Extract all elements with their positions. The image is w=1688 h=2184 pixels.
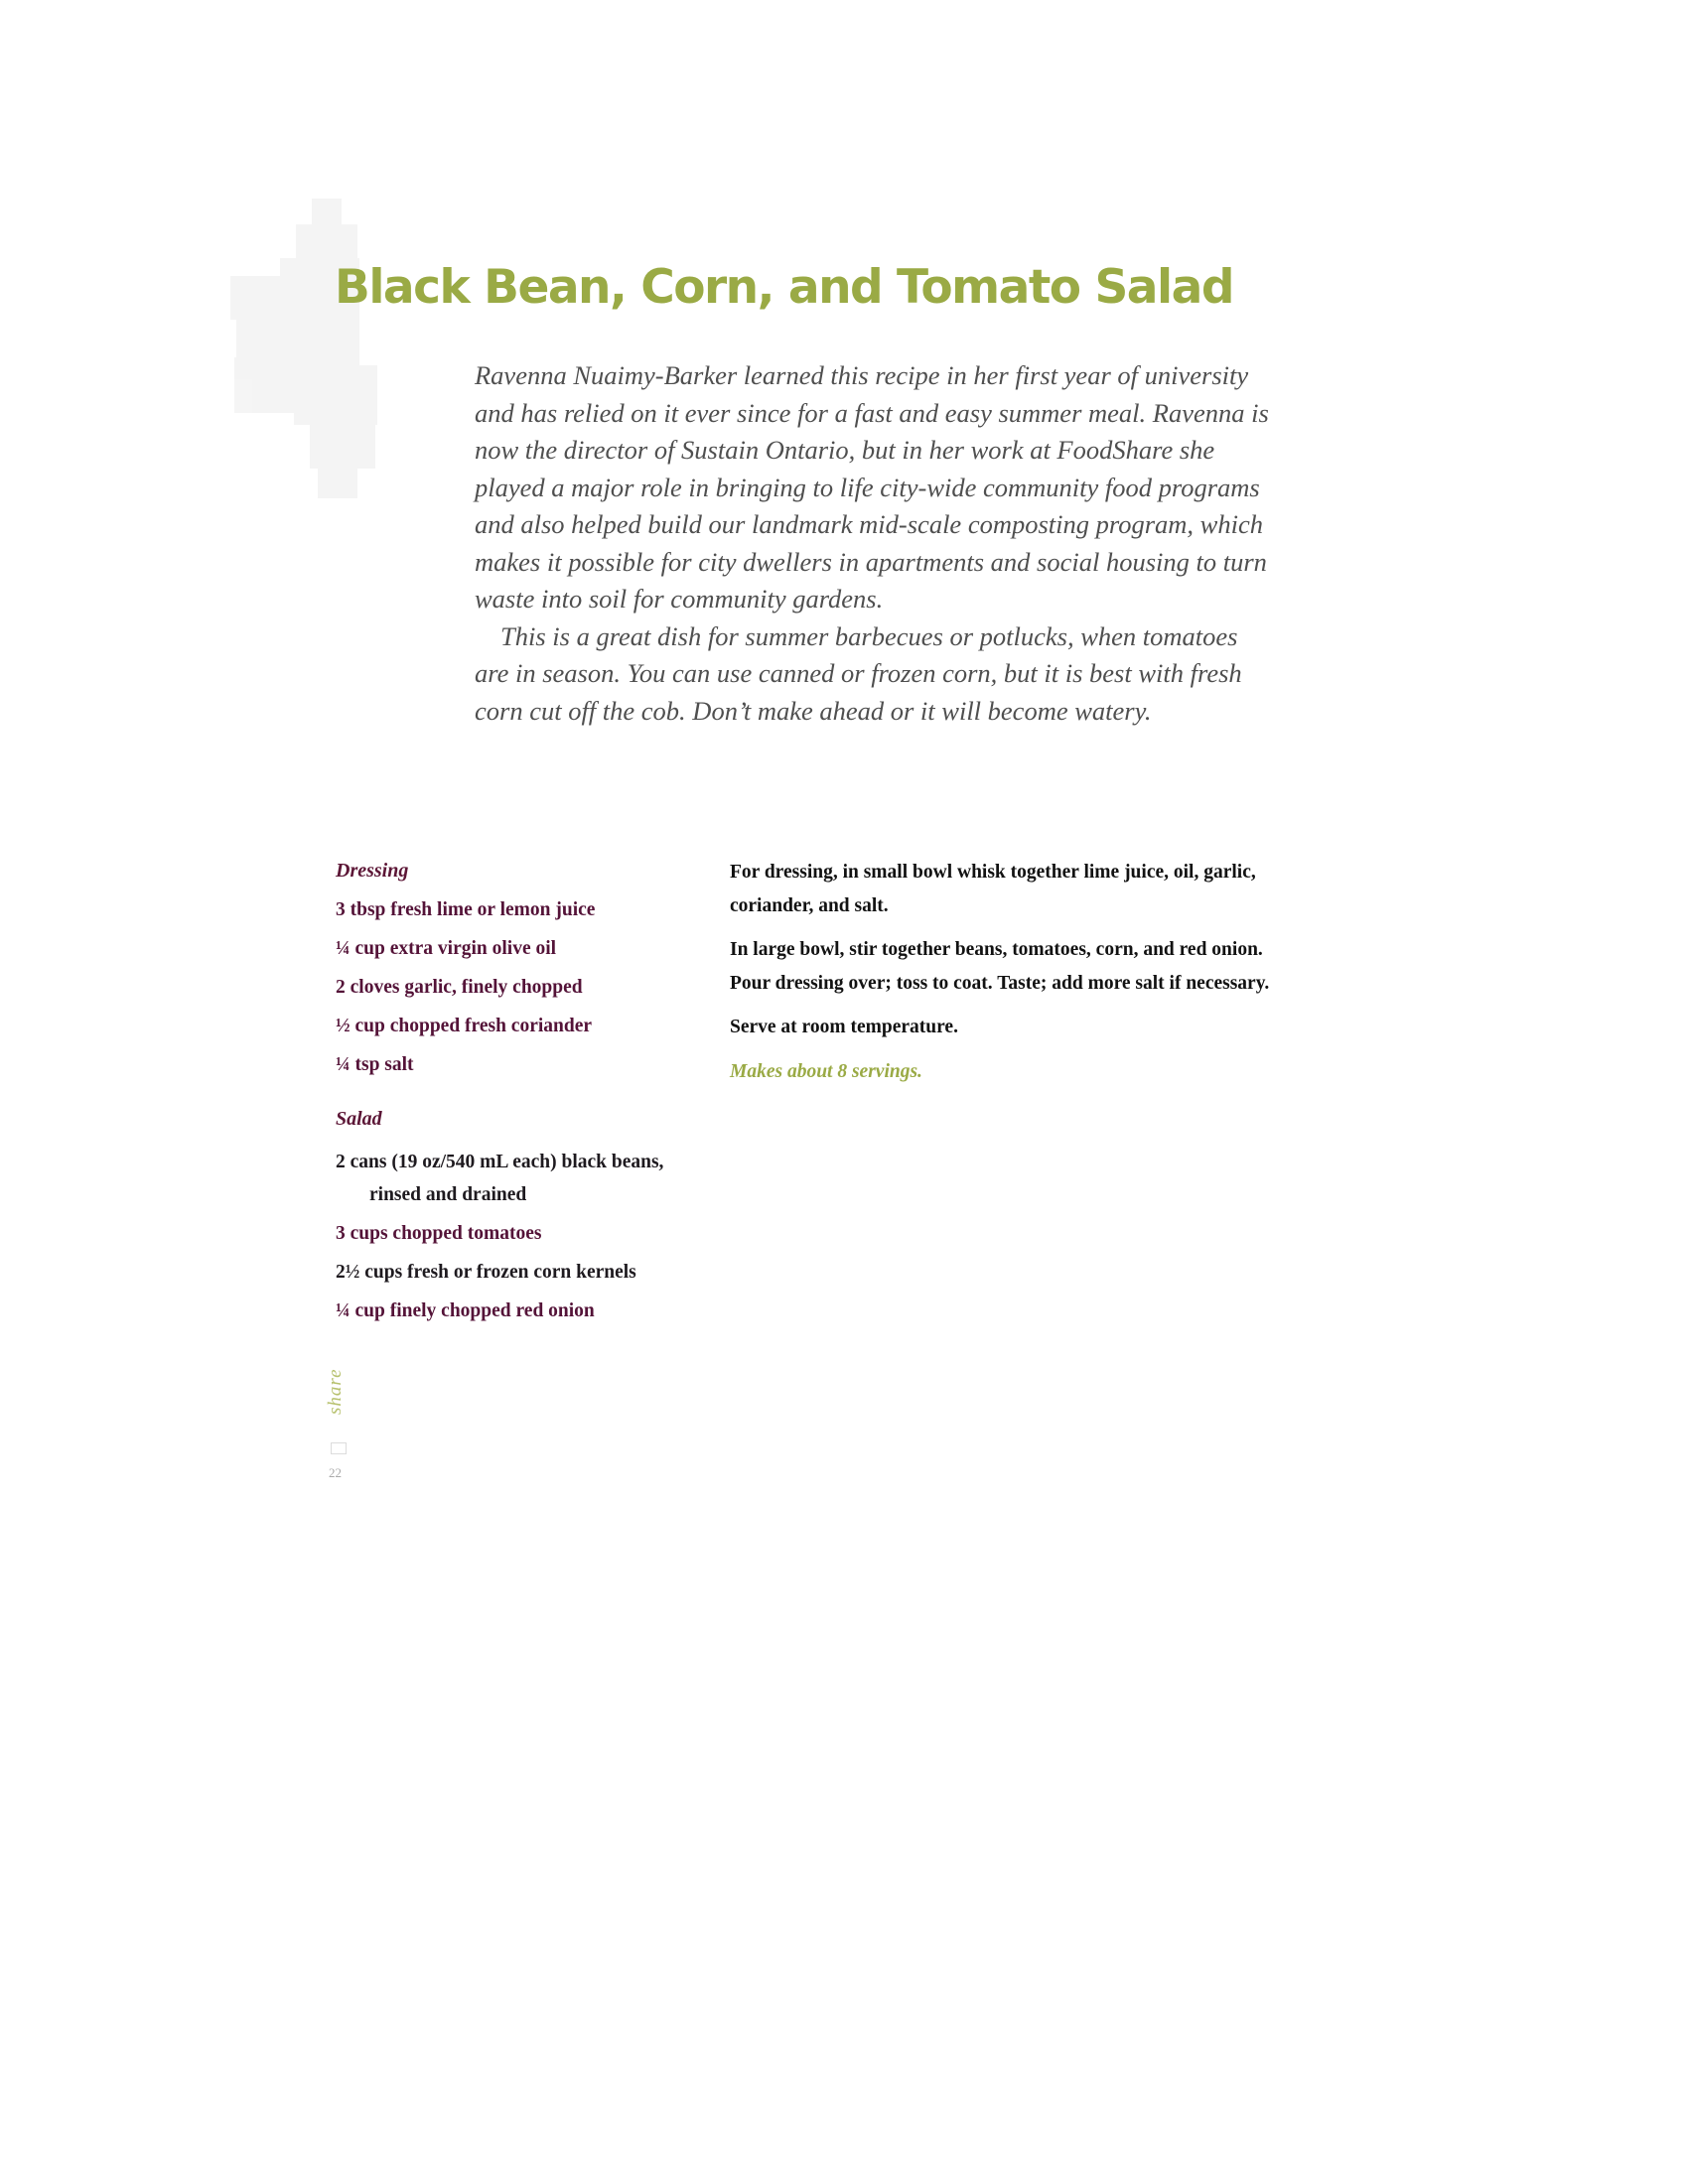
intro-paragraph: This is a great dish for summer barbecues or potlucks, when tomatoes are in season. You can use canned or frozen corn, but it is best with fresh corn cut off the cob. Don’t make ahead or it will become watery. (475, 620, 1242, 726)
ingredient-item (336, 1146, 713, 1211)
recipe-title: Black Bean, Corn, and Tomato Salad (335, 260, 1233, 315)
dressing-heading: Dressing (336, 860, 409, 882)
ingredient-line: 2 cans (19 oz/540 mL each) black beans, (336, 1152, 664, 1172)
sidebar-mark (331, 1442, 347, 1454)
ingredient-item: 2½ cups fresh or frozen corn kernels (336, 1262, 636, 1283)
method-step: In large bowl, stir together beans, tomatoes, corn, and red onion. Pour dressing over; toss to coat. Taste; add more salt if necessary. (730, 939, 1270, 994)
recipe-yield: Makes about 8 servings. (730, 1060, 922, 1082)
method-column (730, 856, 1286, 1099)
ingredient-item: ¼ cup finely chopped red onion (336, 1300, 595, 1321)
ingredient-item: 3 tbsp fresh lime or lemon juice (336, 899, 596, 920)
method-step: For dressing, in small bowl whisk together lime juice, oil, garlic, coriander, and salt. (730, 862, 1256, 916)
method-step: Serve at room temperature. (730, 1017, 958, 1037)
ingredient-item: 3 cups chopped tomatoes (336, 1223, 542, 1244)
ingredients-column (336, 856, 713, 1333)
ingredient-item: ¼ cup extra virgin olive oil (336, 938, 557, 959)
recipe-introduction (475, 357, 1269, 730)
ingredient-item: 2 cloves garlic, finely chopped (336, 977, 583, 998)
page-number: 22 (329, 1465, 342, 1480)
salad-heading: Salad (336, 1108, 382, 1130)
ingredient-item: ¼ tsp salt (336, 1054, 414, 1075)
sidebar-label: share (325, 1368, 346, 1415)
intro-paragraph: Ravenna Nuaimy-Barker learned this recipe in her first year of university and has relied on it ever since for a fast and easy summer meal. Ravenna is now the director of Sustain Ontario, but in her work at FoodShare she played a major role in bringing to life city-wide community food programs and also helped build our landmark mid-scale composting program, which makes it possible for city dwellers in apartments and social housing to turn waste into soil for community gardens. (475, 360, 1269, 614)
ingredient-item: ½ cup chopped fresh coriander (336, 1016, 593, 1036)
page-sidebar (325, 1241, 351, 1489)
ingredient-continuation: rinsed and drained (369, 1184, 527, 1205)
decorative-pixel-graphic (230, 199, 379, 498)
